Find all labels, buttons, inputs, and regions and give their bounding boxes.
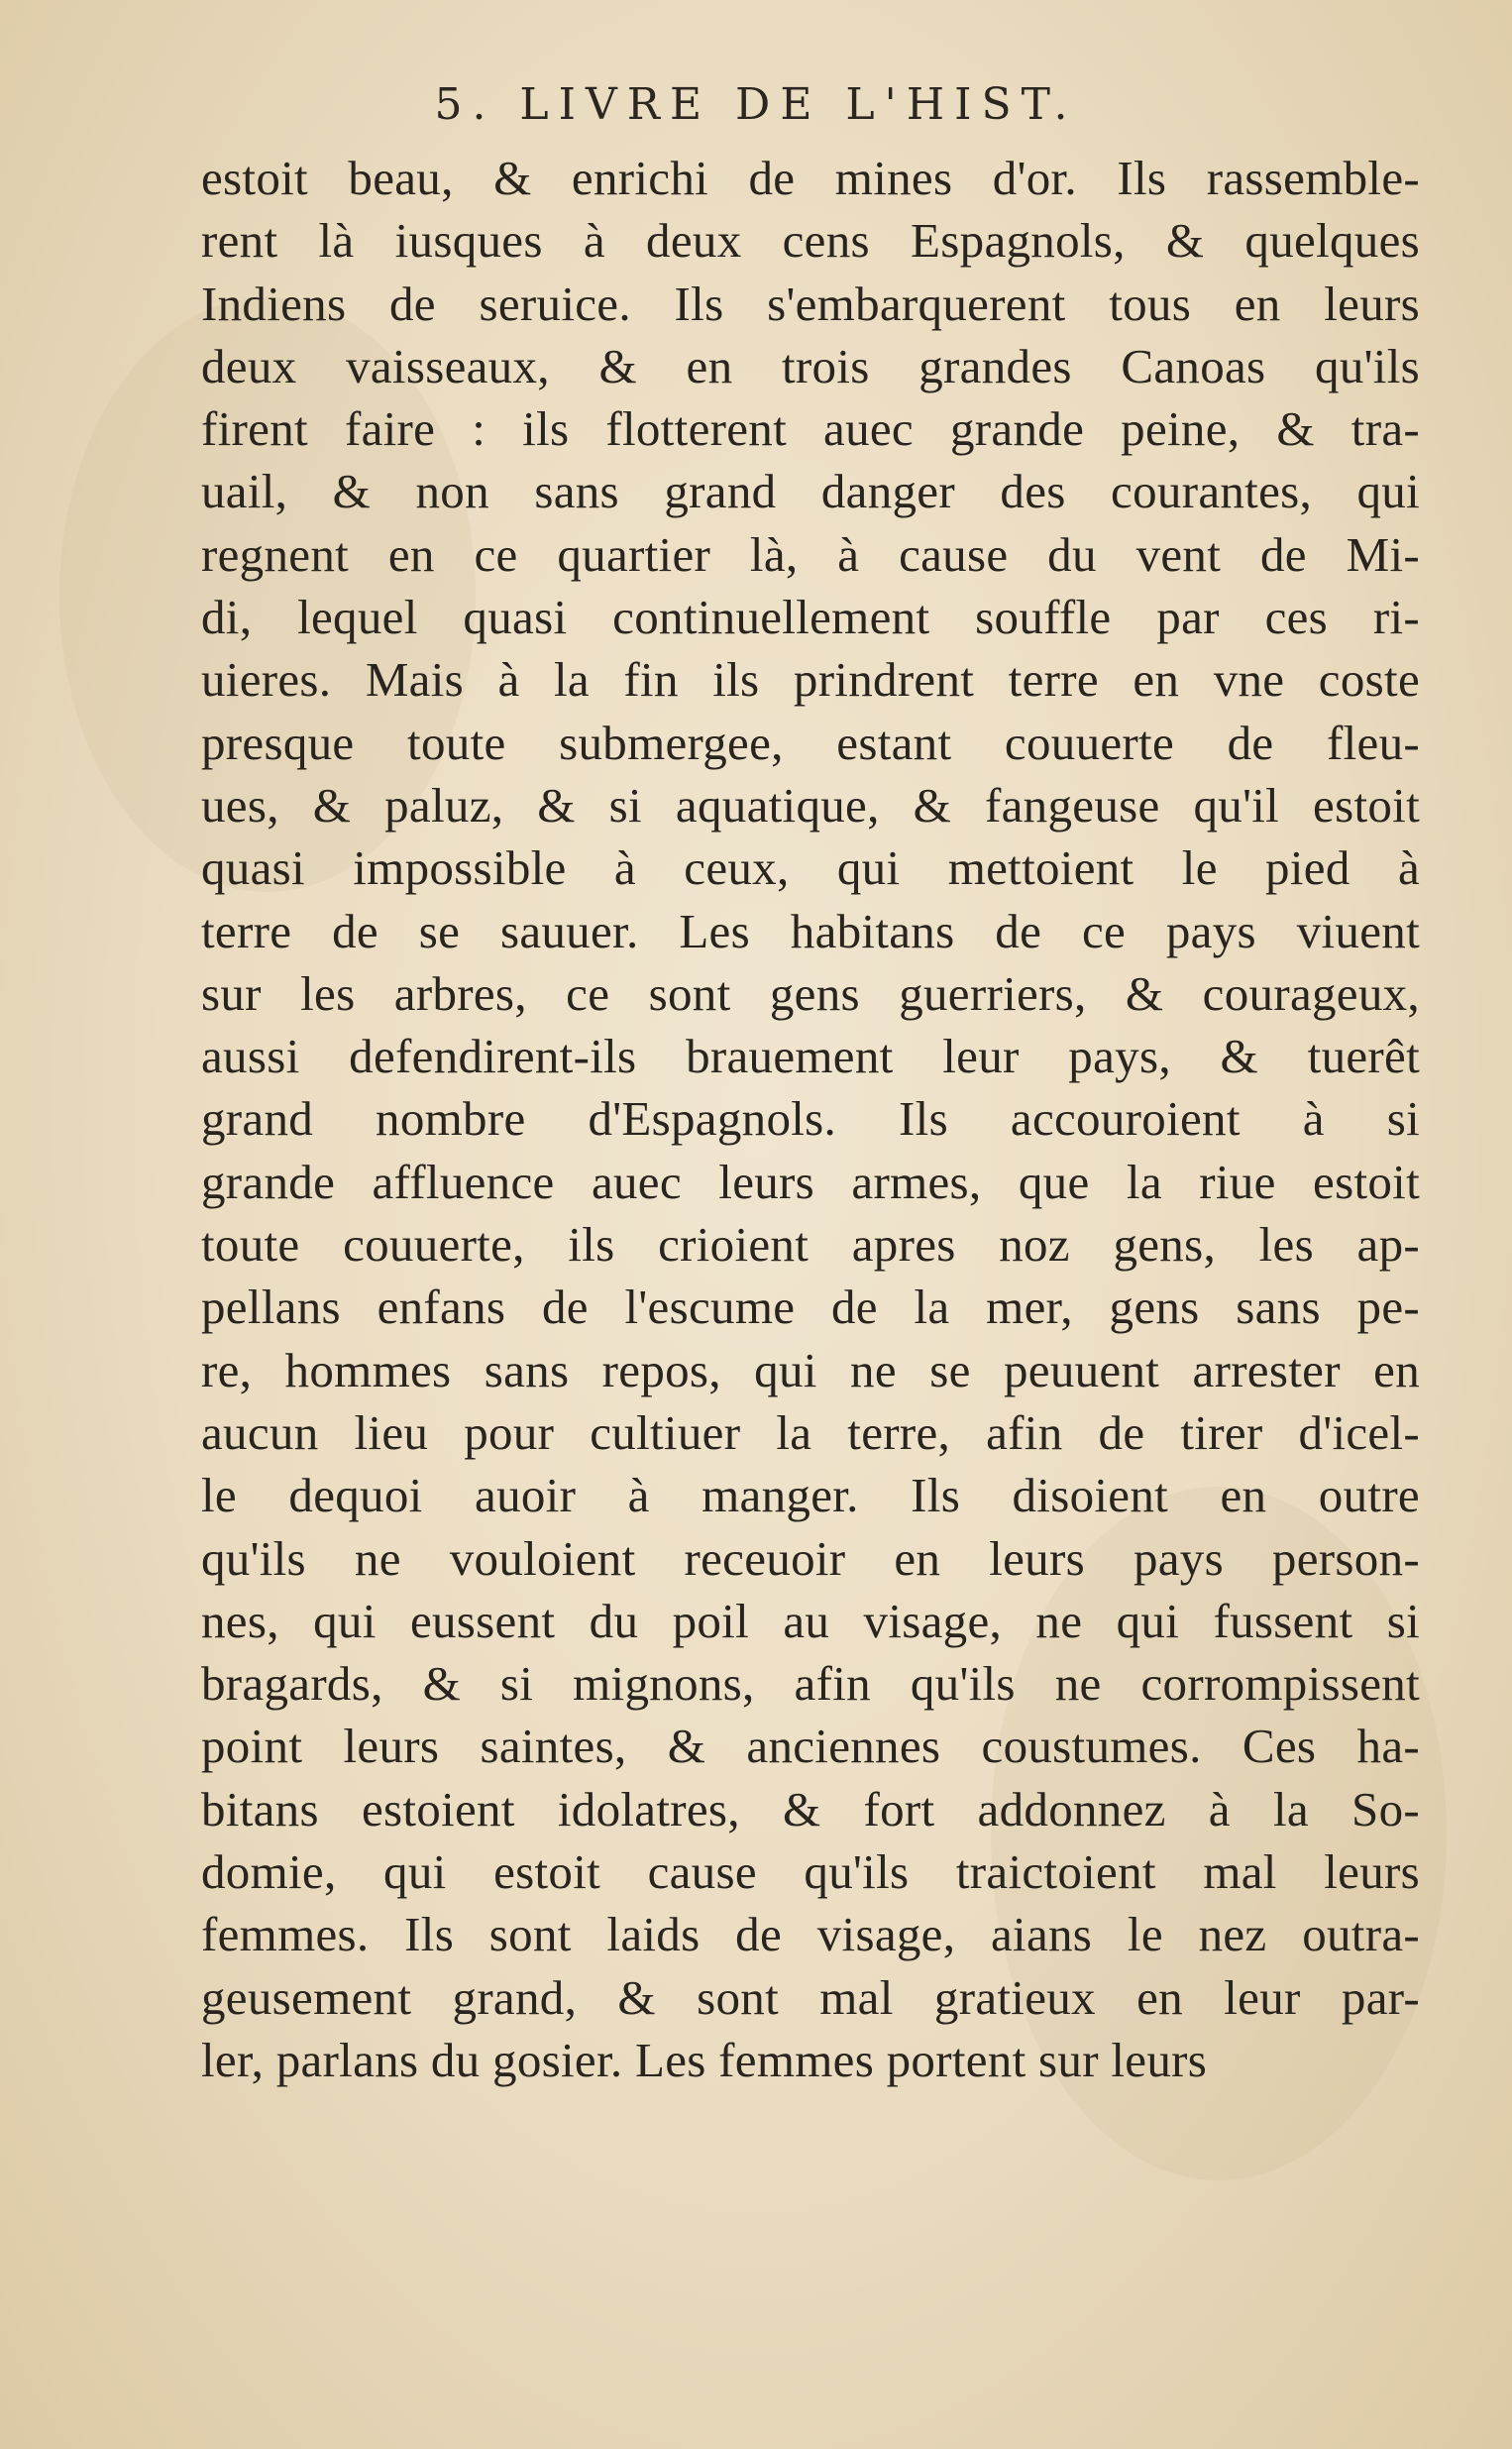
text-line: grand nombre d'Espagnols. Ils accouroient à si <box>201 1091 1420 1147</box>
body-text <box>201 147 1420 2091</box>
text-line: sur les arbres, ce sont gens guerriers, & courageux, <box>201 965 1420 1021</box>
text-line: deux vaisseaux, & en trois grandes Canoas qu'ils <box>201 338 1420 393</box>
text-line: point leurs saintes, & anciennes coustumes. Ces ha- <box>201 1719 1420 1774</box>
text-line: femmes. Ils sont laids de visage, aians le nez outra- <box>201 1907 1420 1962</box>
text-line: qu'ils ne vouloient receuoir en leurs pays person- <box>201 1530 1420 1586</box>
text-line: presque toute submergee, estant couuerte de fleu- <box>201 715 1420 770</box>
text-line: Indiens de seruice. Ils s'embarquerent tous en leurs <box>201 276 1420 331</box>
text-line: nes, qui eussent du poil au visage, ne qui fussent si <box>201 1593 1420 1648</box>
text-line: grande affluence auec leurs armes, que la riue estoit <box>201 1154 1420 1209</box>
text-line: terre de se sauuer. Les habitans de ce pays viuent <box>201 903 1420 958</box>
text-line: aussi defendirent-ils brauement leur pays, & tuerêt <box>201 1029 1420 1084</box>
text-line: rent là iusques à deux cens Espagnols, & quelques <box>201 213 1420 269</box>
text-line: le dequoi auoir à manger. Ils disoient en outre <box>201 1468 1420 1523</box>
text-line: bitans estoient idolatres, & fort addonnez à la So- <box>201 1781 1420 1837</box>
text-line: uail, & non sans grand danger des courantes, qui <box>201 464 1420 519</box>
text-line: estoit beau, & enrichi de mines d'or. Ils rassemble- <box>201 151 1420 205</box>
text-line: domie, qui estoit cause qu'ils traictoient mal leurs <box>201 1844 1420 1900</box>
text-line: ues, & paluz, & si aquatique, & fangeuse qu'il estoit <box>201 777 1420 833</box>
text-line: toute couuerte, ils crioient apres noz gens, les ap- <box>201 1217 1420 1273</box>
text-line: aucun lieu pour cultiuer la terre, afin de tirer d'icel- <box>201 1404 1420 1460</box>
text-line: pellans enfans de l'escume de la mer, gens sans pe- <box>201 1280 1420 1335</box>
text-line: bragards, & si mignons, afin qu'ils ne corrompissent <box>201 1656 1420 1712</box>
text-line: regnent en ce quartier là, à cause du vent de Mi- <box>201 526 1420 582</box>
text-line: re, hommes sans repos, qui ne se peuuent arrester en <box>201 1342 1420 1397</box>
text-line: ler, parlans du gosier. Les femmes portent sur leurs <box>201 2032 1208 2087</box>
text-line: firent faire : ils flotterent auec grande peine, & tra- <box>201 401 1420 457</box>
text-line: quasi impossible à ceux, qui mettoient le pied à <box>201 840 1420 896</box>
text-line: geusement grand, & sont mal gratieux en leur par- <box>201 1969 1420 2025</box>
running-header: 5. LIVRE DE L'HIST. <box>434 79 1078 130</box>
text-line: di, lequel quasi continuellement souffle par ces ri- <box>201 590 1420 645</box>
text-line: uieres. Mais à la fin ils prindrent terre en vne coste <box>201 652 1420 708</box>
